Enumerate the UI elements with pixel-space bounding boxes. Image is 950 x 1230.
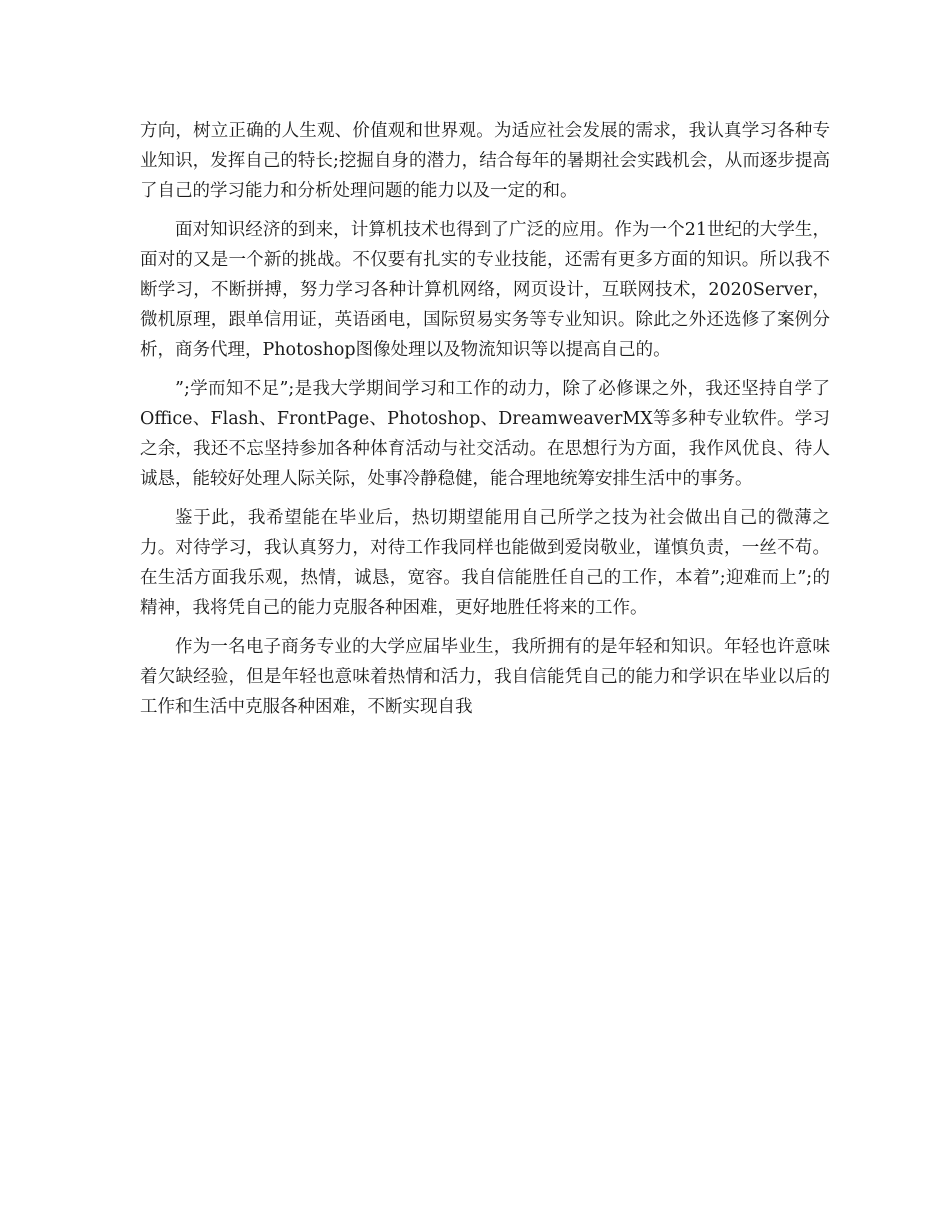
paragraph-aspiration: 鉴于此，我希望能在毕业后，热切期望能用自己所学之技为社会做出自己的微薄之力。对待学习，我认真努力，对待工作我同样也能做到爱岗敬业，谨慎负责，一丝不苟。在生活方面我乐观，热情，诚恳，宽容。我自信能胜任自己的工作，本着”;迎难而上”;的精神，我将凭自己的能力克服各种困难，更好地胜任将来的工作。 bbox=[140, 508, 830, 618]
paragraph-knowledge-economy: 面对知识经济的到来，计算机技术也得到了广泛的应用。作为一个21世纪的大学生，面对的又是一个新的挑战。不仅要有扎实的专业技能，还需有更多方面的知识。所以我不断学习，不断拼搏，努力学习各种计算机网络，网页设计，互联网技术，2020Server，微机原理，跟单信用证，英语函电，国际贸易实务等专业知识。除此之外还选修了案例分析，商务代理，Photoshop图像处理以及物流知识等以提高自己的。 bbox=[140, 220, 830, 360]
paragraph-continued: 方向，树立正确的人生观、价值观和世界观。为适应社会发展的需求，我认真学习各种专业知识，发挥自己的特长;挖掘自身的潜力，结合每年的暑期社会实践机会，从而逐步提高了自己的学习能力和分析处理问题的能力以及一定的和。 bbox=[140, 121, 830, 201]
document-body bbox=[140, 116, 830, 731]
paragraph-graduate: 作为一名电子商务专业的大学应届毕业生，我所拥有的是年轻和知识。年轻也许意味着欠缺经验，但是年轻也意味着热情和活力，我自信能凭自己的能力和学识在毕业以后的工作和生活中克服各种困难，不断实现自我 bbox=[140, 637, 830, 717]
paragraph-self-study: ”;学而知不足”;是我大学期间学习和工作的动力，除了必修课之外，我还坚持自学了Office、Flash、FrontPage、Photoshop、DreamweaverMX等多种专业软件。学习之余，我还不忘坚持参加各种体育活动与社交活动。在思想行为方面，我作风优良、待人诚恳，能较好处理人际关际，处事冷静稳健，能合理地统筹安排生活中的事务。 bbox=[140, 379, 830, 489]
